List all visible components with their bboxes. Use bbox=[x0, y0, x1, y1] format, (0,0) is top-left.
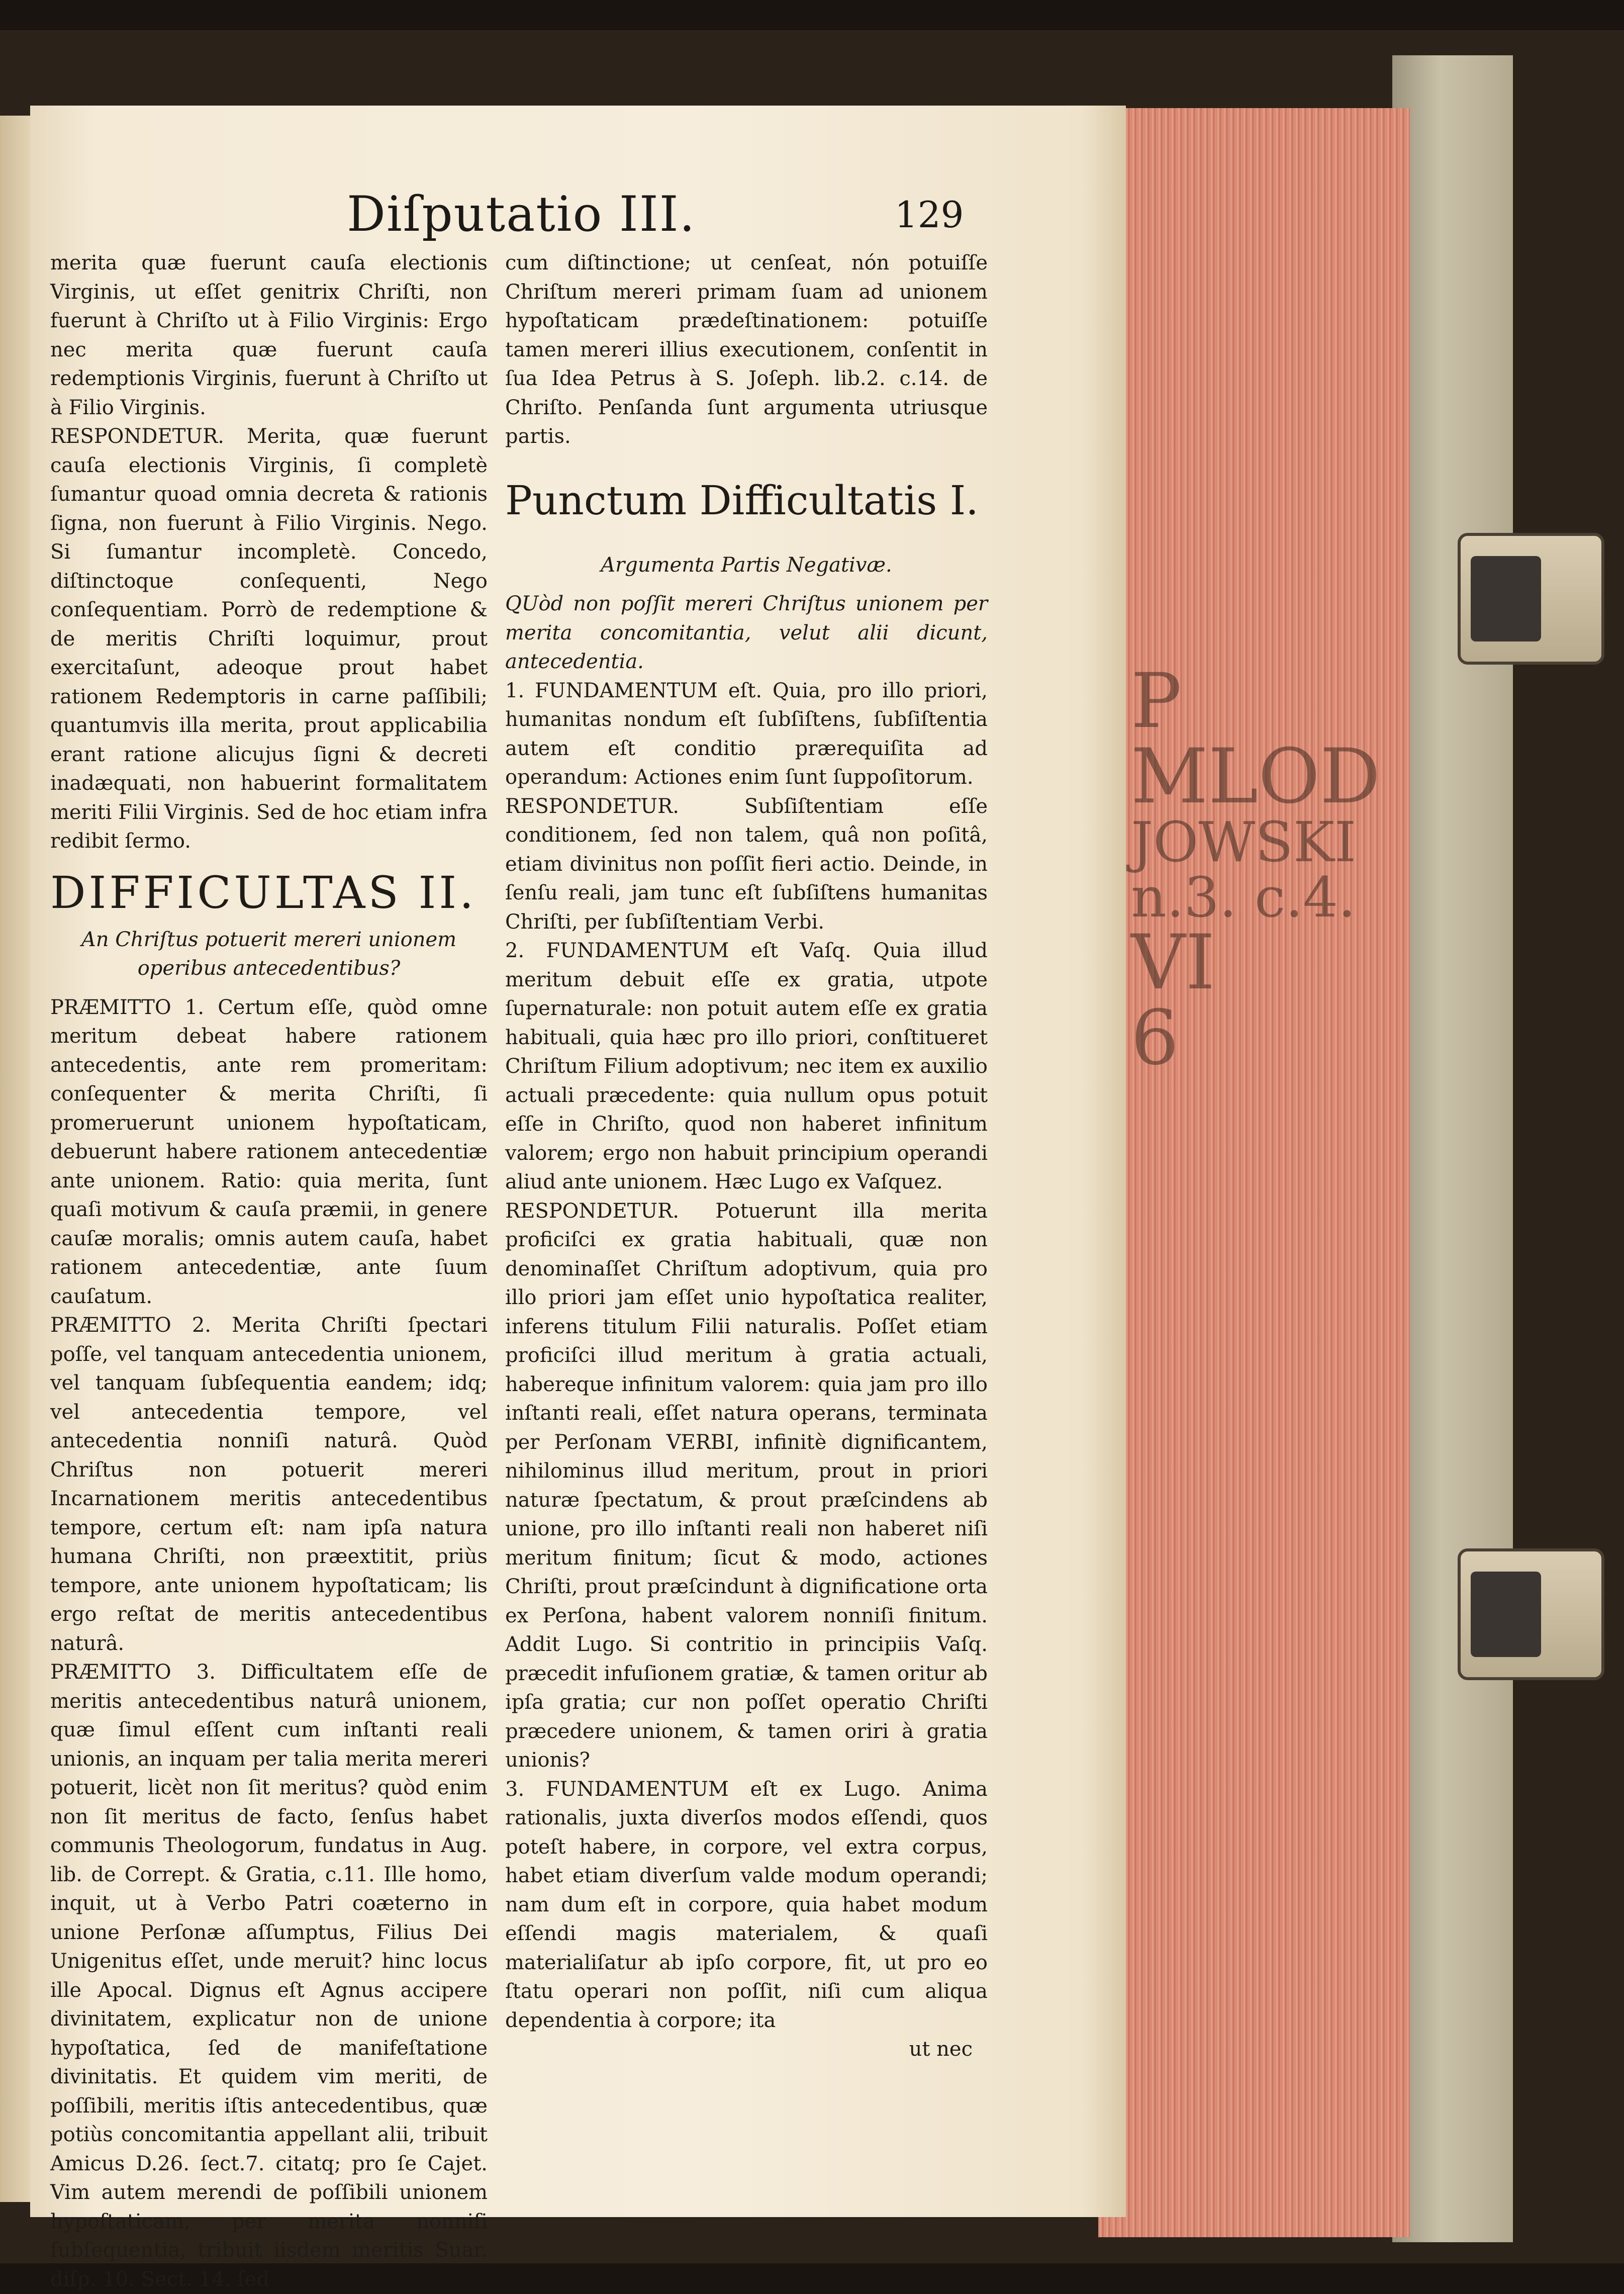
library-stamp bbox=[1131, 658, 1412, 1116]
paragraph: PRÆMITTO 3. Difficultatem eſſe de meritis antecedentibus naturâ unionem, quæ ſimul eſſent cum inſtanti reali unionis, an inquam per talia merita mereri potuerit, licèt non ſit meritus? quòd enim non ſit meritus de facto, ſenſus habet communis Theologorum, fundatus in Aug. lib. de Corrept. & Gratia, c.11. Ille homo, inquit, ut à Verbo Patri coæterno in unione Perſonæ aſſumptus, Filius Dei Unigenitus eſſet, unde meruit? hinc locus ille Apocal. Dignus eſt Agnus accipere divinitatem, explicatur non de unione hypoſtatica, ſed de manifeſtatione divinitatis. Et quidem vim meriti, de poſſibili, meritis iſtis antecedentibus, quæ potiùs concomitantia appellant alii, tribuit Amicus D.26. ſect.7. citatq; pro ſe Cajet. Vim autem merendi de poſſibili unionem hypoſtaticam, per merita nonniſi ſubſequentia, tribuit iisdem meritis Suar. diſp. 10. Sect. 14. ſed bbox=[50, 1661, 488, 2291]
running-head: Diſputatio III. bbox=[347, 186, 696, 242]
left-column bbox=[50, 249, 488, 2294]
section-subheading: Argumenta Partis Negativæ. bbox=[601, 553, 892, 577]
catchword: ut nec bbox=[909, 2038, 973, 2061]
paragraph: 1. FUNDAMENTUM eſt. Quia, pro illo priori, humanitas nondum eſt ſubſiſtens, ſubſiſtentia autem eſt conditio prærequiſita ad operandum: Actiones enim ſunt ſuppoſitorum. bbox=[505, 679, 988, 789]
stamp-line: MLOD bbox=[1131, 733, 1381, 820]
stamp-line: P bbox=[1131, 658, 1182, 745]
paragraph: cum diſtinctione; ut cenſeat, nón potuiſſe Chriſtum mereri primam ſuam ad unionem hypoſtaticam prædeſtinationem: potuiſſe tamen mereri illius executionem, conſentit in ſua Idea Petrus à S. Joſeph. lib.2. c.14. de Chriſto. Penſanda ſunt argumenta utriusque partis. bbox=[505, 251, 988, 448]
lower-clasp bbox=[1458, 1548, 1604, 1680]
stamp-line: n.3. c.4. bbox=[1131, 865, 1356, 930]
stamp-line: JOWSKI bbox=[1131, 810, 1357, 874]
page-fore-edge bbox=[1098, 108, 1410, 2237]
difficultas-heading: DIFFICULTAS II. bbox=[50, 866, 477, 919]
question-subheading: An Chriſtus potuerit mereri unionem operibus antecedentibus? bbox=[81, 928, 457, 980]
paragraph: RESPONDETUR. Subſiſtentiam eſſe conditionem, ſed non talem, quâ non poſitâ, etiam divinitus non poſſit fieri actio. Deinde, in ſenſu reali, jam tunc eſt ſubſiſtens humanitas Chriſti, per ſubſiſtentiam Verbi. bbox=[505, 794, 988, 934]
clasp-hinge bbox=[1471, 1572, 1541, 1657]
right-column bbox=[505, 249, 988, 2064]
book-binding bbox=[1392, 55, 1513, 2242]
paragraph: PRÆMITTO 1. Certum eſſe, quòd omne meritum debeat habere rationem antecedentis, ante rem promeritam: conſequenter & merita Chriſti, ſi promeruerunt unionem hypoſtaticam, debuerunt habere rationem antecedentiæ ante unionem. Ratio: quia merita, ſunt quaſi motivum & cauſa præmii, in genere cauſæ moralis; omnis autem cauſa, habet rationem antecedentiæ, ante ſuum cauſatum. bbox=[50, 995, 488, 1308]
clasp-hinge bbox=[1471, 556, 1541, 641]
paragraph: 3. FUNDAMENTUM eſt ex Lugo. Anima rationalis, juxta diverſos modos eſſendi, quos poteſt habere, in corpore, vel extra corpus, habet etiam diverſum valde modum operandi; nam dum eſt in corpore, quia habet modum eſſendi magis materialem, & quaſi materialiſatur ab ipſo corpore, fit, ut pro eo ſtatu operari non poſſit, niſi cum aliqua dependentia à corpore; ita bbox=[505, 1777, 988, 2032]
paragraph: 2. FUNDAMENTUM eſt Vaſq. Quia illud meritum debuit eſſe ex gratia, utpote ſupernaturale: non potuit autem eſſe ex gratia habituali, quia hæc pro illo priori, conſtitueret Chriſtum Filium adoptivum; nec item ex auxilio actuali præcedente: quia nullum opus potuit eſſe in Chriſto, quod non haberet infinitum valorem; ergo non habuit principium operandi aliud ante unionem. Hæc Lugo ex Vaſquez. bbox=[505, 939, 988, 1194]
upper-clasp bbox=[1458, 533, 1604, 665]
paragraph: RESPONDETUR. Potuerunt illa merita proficiſci ex gratia habituali, quæ non denominaſſet Chriſtum adoptivum, quia pro illo priori jam eſſet unio hypoſtatica realiter, inferens titulum Filii naturalis. Poſſet etiam proficiſci illud meritum à gratia actuali, habereque infinitum valorem: quia jam pro illo inſtanti reali, eſſet natura operans, terminata per Perſonam VERBI, infinitè dignificantem, nihilominus illud meritum, prout in priori naturæ ſpectatum, & prout præſcindens ab unione, pro illo inſtanti reali non haberet niſi meritum finitum; ſicut & modo, actiones Chriſti, prout præſcindunt à dignificatione orta ex Perſona, habent valorem nonniſi finitum. Addit Lugo. Si contritio in principiis Vaſq. præcedit infuſionem gratiæ, & tamen oritur ab ipſa gratia; cur non poſſet operatio Chriſti præcedere unionem, & tamen oriri à gratia unionis? bbox=[505, 1199, 988, 1772]
stamp-line: VI bbox=[1131, 919, 1215, 1006]
paragraph: QUòd non poſſit mereri Chriſtus unionem per merita concomitantia, velut alii dicunt, antecedentia. bbox=[505, 592, 988, 673]
stamp-line: 6 bbox=[1131, 994, 1179, 1082]
paragraph: merita quæ fuerunt cauſa electionis Virginis, ut eſſet genitrix Chriſti, non fuerunt à Chriſto ut à Filio Virginis: Ergo nec merita quæ fuerunt cauſa redemptionis Virginis, fuerunt à Chriſto ut à Filio Virginis. bbox=[50, 251, 488, 419]
punctum-heading: Punctum Difficultatis I. bbox=[505, 477, 979, 524]
page-number: 129 bbox=[895, 194, 964, 236]
paragraph: RESPONDETUR. Merita, quæ fuerunt cauſa electionis Virginis, ſi completè ſumantur quoad omnia decreta & rationis ſigna, non fuerunt à Filio Virginis. Nego. Si ſumantur incompletè. Concedo, diſtinctoque conſequenti, Nego conſequentiam. Porrò de redemptione & de meritis Chriſti loquimur, prout exercitaſunt, adeoque prout habet rationem Redemptoris in carne paſſibili; quantumvis illa merita, prout applicabilia erant ratione alicujus ſigni & decreti inadæquati, non habuerint formalitatem meriti Filii Virginis. Sed de hoc etiam infra redibit ſermo. bbox=[50, 425, 488, 853]
paragraph: PRÆMITTO 2. Merita Chriſti ſpectari poſſe, vel tanquam antecedentia unionem, vel tanquam ſubſequentia eandem; idq; vel antecedentia tempore, vel antecedentia nonniſi naturâ. Quòd Chriſtus non potuerit mereri Incarnationem meritis antecedentibus tempore, certum eſt: nam ipſa natura humana Chriſti, non præextitit, priùs tempore, ante unionem hypoſtaticam; lis ergo reſtat de meritis antecedentibus naturâ. bbox=[50, 1314, 488, 1655]
